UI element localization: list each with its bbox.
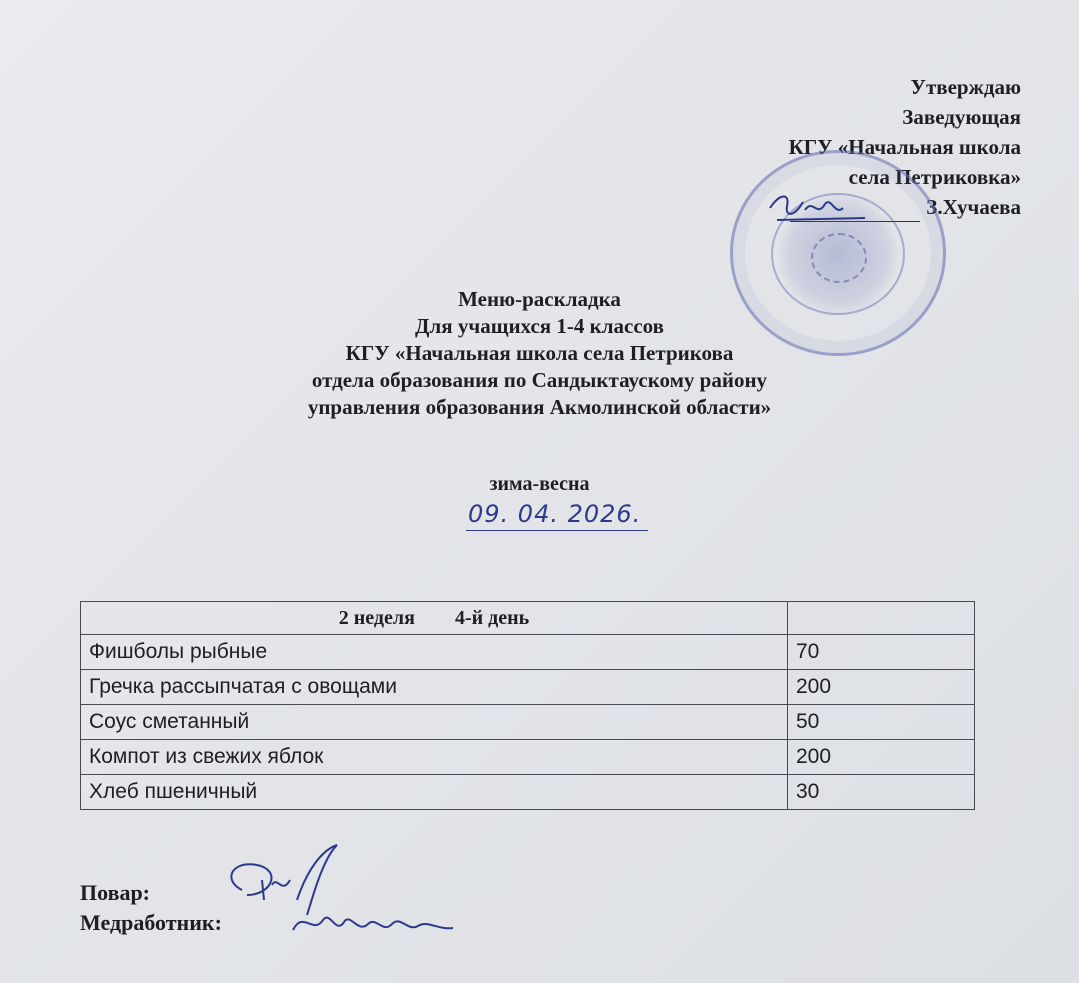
stamp-emblem-icon [811,233,867,283]
title-line4: отдела образования по Сандыктаускому району [311,368,768,392]
table-header-qty [788,602,975,635]
dish-name: Компот из свежих яблок [81,740,788,775]
dish-name: Гречка рассыпчатая с овощами [81,670,788,705]
date-underline [466,530,648,531]
approval-org-line1: КГУ «Начальная школа [788,135,1021,159]
dish-name: Фишболы рыбные [81,635,788,670]
director-signature-icon [765,188,875,228]
table-header-row [81,602,975,635]
staff-block [80,878,222,938]
dish-qty: 200 [788,670,975,705]
cook-label: Повар: [80,880,151,905]
title-line3: КГУ «Начальная школа села Петрикова [345,341,734,365]
menu-table [80,601,975,810]
title-line2: Для учащихся 1-4 классов [415,314,664,338]
medic-label: Медработник: [80,910,222,935]
table-row [81,670,975,705]
approval-position: Заведующая [902,105,1021,129]
dish-name: Хлеб пшеничный [81,775,788,810]
title-line5: управления образования Акмолинской области» [307,395,772,419]
approval-title: Утверждаю [910,75,1021,99]
table-header-day: 2 неделя 4-й день [81,602,788,635]
table-row [81,740,975,775]
season-label: зима-весна [489,473,590,495]
table-row [81,635,975,670]
dish-qty: 50 [788,705,975,740]
dish-qty: 200 [788,740,975,775]
medic-signature-icon [288,900,458,945]
title-line1: Меню-раскладка [458,287,621,311]
approval-signer: З.Хучаева [926,195,1021,219]
handwritten-date: 09. 04. 2026. [468,500,642,528]
dish-name: Соус сметанный [81,705,788,740]
table-row [81,775,975,810]
document-title [0,286,1079,421]
table-row [81,705,975,740]
approval-org-line2: села Петриковка» [848,165,1021,189]
dish-qty: 70 [788,635,975,670]
dish-qty: 30 [788,775,975,810]
